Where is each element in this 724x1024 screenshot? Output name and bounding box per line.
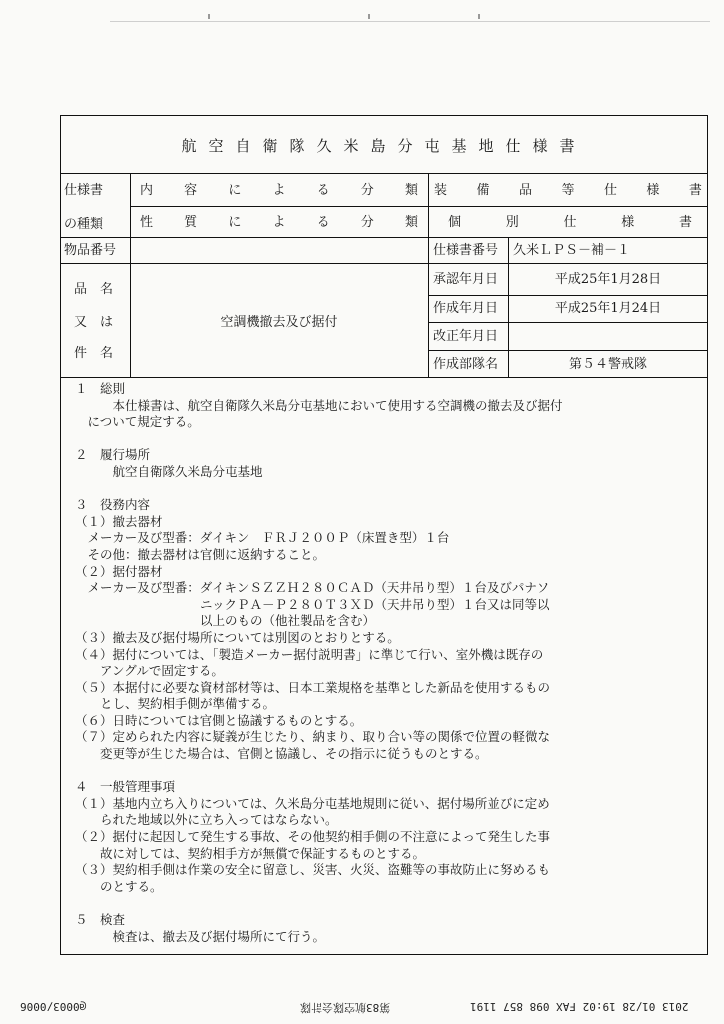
body-line: ５ 検査 — [75, 912, 126, 927]
item-name-label: 件 名 — [74, 346, 114, 361]
body-line: のとする。 — [75, 878, 163, 894]
table-rule — [60, 237, 708, 238]
body-line: 故に対しては、契約相手方が無償で保証するものとする。 — [75, 845, 426, 861]
body-line: （２）据付に起因して発生する事故、その他契約相手側の不注意によって発生した事 — [75, 829, 551, 845]
table-rule — [428, 173, 429, 377]
scan-artifact-dot — [208, 14, 210, 19]
spec-type-individual: 個 別 仕 様 書 — [448, 215, 692, 230]
creating-unit-label: 作成部隊名 — [433, 357, 499, 372]
table-rule — [130, 206, 708, 207]
item-name-label: 品 名 — [74, 282, 114, 297]
spec-number-value: 久米ＬＰＳ－補－１ — [513, 243, 631, 258]
table-rule — [60, 377, 708, 378]
spec-type-equipment: 装 備 品 等 仕 様 書 — [434, 183, 702, 198]
body-line: （６）日時については官側と協議するものとする。 — [75, 712, 363, 728]
fax-footer-header: 2013 01/28 19:02 FAX 098 857 1191 — [470, 1000, 689, 1013]
body-line: ニックＰＡ－Ｐ２８０Ｔ３ＸＤ（天井吊り型）１台又は同等以 — [75, 596, 550, 612]
body-line: られた地域以外に立ち入ってはならない。 — [75, 812, 338, 828]
body-line: （３）契約相手側は作業の安全に留意し、災害、火災、盗難等の事故防止に努めるも — [75, 862, 551, 878]
body-line: アングルで固定する。 — [75, 663, 224, 679]
creating-unit-value: 第５４警戒隊 — [568, 357, 647, 372]
table-rule — [428, 322, 708, 323]
classification-by-content: 内 容 に よ る 分 類 — [140, 183, 418, 198]
body-spacer — [75, 763, 700, 780]
item-number-label: 物品番号 — [64, 243, 117, 258]
spec-body — [75, 381, 700, 945]
spec-number-label: 仕様書番号 — [433, 243, 499, 258]
approval-date-label: 承認年月日 — [433, 272, 499, 287]
scan-artifact-dot — [478, 14, 480, 19]
classification-by-nature: 性 質 に よ る 分 類 — [140, 215, 418, 230]
body-spacer — [75, 431, 700, 448]
fax-footer-sender: 第83航空隊会計隊 — [300, 1001, 391, 1014]
body-line: （２）据付器材 — [75, 563, 163, 579]
spec-type-label-line1: 仕様書 — [64, 183, 104, 198]
spec-type-label-line2: の種類 — [64, 217, 104, 232]
body-line: （７）定められた内容に疑義が生じたり、納まり、取り合い等の関係で位置の軽微な — [75, 729, 551, 745]
body-line: ２ 履行場所 — [75, 447, 151, 463]
scan-artifact-line — [110, 21, 710, 22]
body-line: メーカー及び型番：ダイキンＳＺＺＨ２８０ＣＡＤ（天井吊り型）１台及びパナソ — [75, 580, 550, 596]
table-rule — [60, 173, 708, 174]
body-line: （３）撤去及び据付場所については別図のとおりとする。 — [75, 629, 400, 645]
body-line: （５）本据付に必要な資材部材等は、日本工業規格を基準とした新品を使用するもの — [75, 679, 551, 695]
creation-date-value: 平成25年1月24日 — [554, 301, 662, 316]
body-line: 検査は、撤去及び据付場所にて行う。 — [75, 928, 326, 944]
document-title: 航空自衛隊久米島分屯基地仕様書 — [181, 137, 587, 155]
body-line: （１）基地内立ち入りについては、久米島分屯基地規則に従い、据付場所並びに定め — [75, 795, 550, 811]
body-line: とし、契約相手側が準備する。 — [75, 696, 276, 712]
approval-date-value: 平成25年1月28日 — [554, 272, 662, 287]
body-line: 本仕様書は、航空自衛隊久米島分屯基地において使用する空調機の撤去及び据付 — [75, 397, 563, 413]
item-name-label: 又 は — [74, 315, 114, 330]
revision-date-label: 改正年月日 — [433, 329, 499, 344]
item-name-value: 空調機撤去及び据付 — [220, 315, 338, 330]
body-line: 航空自衛隊久米島分屯基地 — [75, 463, 263, 479]
table-rule — [60, 263, 708, 264]
table-rule — [428, 295, 708, 296]
body-line: （４）据付については、「製造メーカー据付説明書」に準じて行い、室外機は既存の — [75, 646, 544, 662]
body-line: １ 総則 — [75, 381, 126, 396]
body-spacer — [75, 895, 700, 912]
table-rule — [130, 173, 131, 377]
body-line: 変更等が生じた場合は、官側と協議し、その指示に従うものとする。 — [75, 746, 488, 762]
body-line: 以上のもの（他社製品を含む） — [75, 613, 376, 629]
body-line: メーカー及び型番：ダイキン ＦＲＪ２００Ｐ（床置き型）１台 — [75, 530, 450, 546]
body-line: （１）撤去器材 — [75, 513, 163, 529]
body-line: ４ 一般管理事項 — [75, 779, 176, 795]
body-line: ３ 役務内容 — [75, 497, 151, 513]
table-rule — [428, 350, 708, 351]
fax-footer-page: @0003/0006 — [20, 1000, 87, 1013]
body-line: その他：撤去器材は官側に返納すること。 — [75, 546, 326, 562]
body-spacer — [75, 481, 700, 498]
creation-date-label: 作成年月日 — [433, 301, 499, 316]
scan-artifact-dot — [368, 14, 370, 19]
body-line: について規定する。 — [75, 414, 200, 430]
